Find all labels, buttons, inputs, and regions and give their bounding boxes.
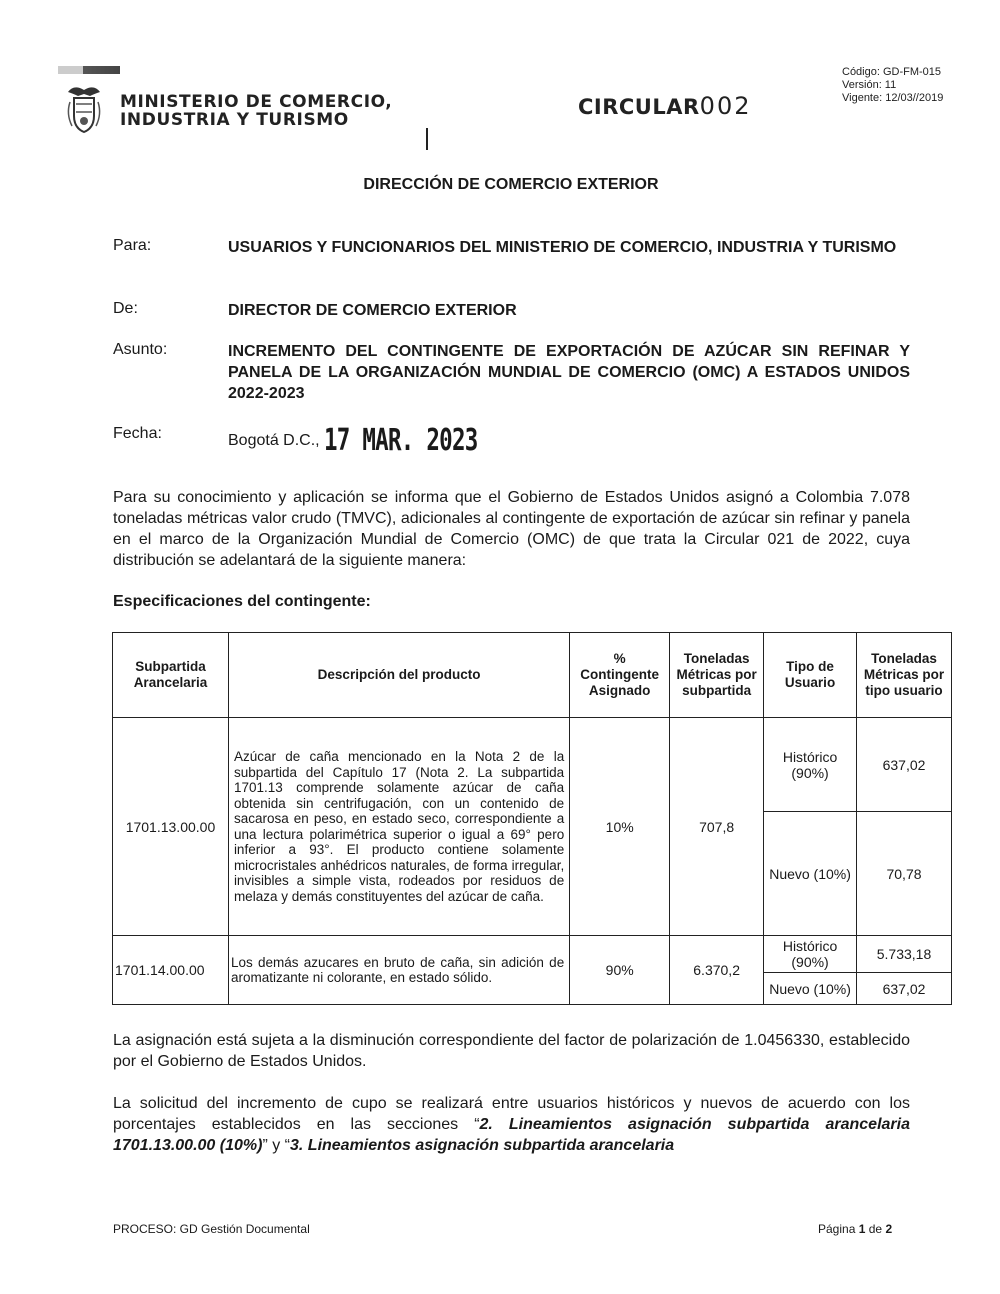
request-text-mid: ” y “ <box>262 1137 290 1154</box>
codigo: Código: GD-FM-015 <box>842 66 942 78</box>
row1-usuario1-toneladas: 637,02 <box>857 718 952 812</box>
row2-subpartida: 1701.14.00.00 <box>113 936 229 1005</box>
table-row <box>113 718 952 812</box>
row2-contingente: 90% <box>570 936 670 1005</box>
asunto-label: Asunto: <box>113 341 168 358</box>
version: Versión: 11 <box>842 79 897 91</box>
header-tipo-usuario: Tipo de Usuario <box>764 633 857 718</box>
ministry-line-1: MINISTERIO DE COMERCIO, <box>120 92 393 112</box>
footer-process: PROCESO: GD Gestión Documental <box>113 1222 310 1236</box>
ministry-line-2: INDUSTRIA Y TURISMO <box>120 110 349 130</box>
polarization-paragraph: La asignación está sujeta a la disminución correspondiente del factor de polarización de 1.0456330, establecido por el Gobierno de Estados Unidos. <box>113 1032 910 1070</box>
ministry-name <box>120 93 392 129</box>
divider-mark <box>426 128 428 150</box>
intro-paragraph: Para su conocimiento y aplicación se informa que el Gobierno de Estados Unidos asignó a Colombia 7.078 toneladas métricas valor crudo (TMVC), adicionales al contingente de exportación de azúcar sin refinar y panela en el marco de la Organización Mundial de Comercio (OMC) de que trata la Circular 021 de 2022, cuya distribución se adelantará de la siguiente manera: <box>113 489 910 569</box>
page-total: 2 <box>885 1222 893 1236</box>
para-label: Para: <box>113 237 152 254</box>
header-descripcion: Descripción del producto <box>228 633 569 718</box>
row2-usuario1-tipo: Histórico (90%) <box>764 936 857 973</box>
table-header-row <box>113 633 952 718</box>
row1-descripcion: Azúcar de caña mencionado en la Nota 2 de la subpartida del Capítulo 17 (Nota 2. La subpartida 1701.13 comprende solamente azúcar de caña obtenida sin centrifugación, con un contenido de sacarosa en peso, en estado seco, correspondiente a una lectura polarimétrica superior o igual a 69° pero inferior a 93°. El producto contiene solamente microcristales anhédricos naturales, de forma irregular, invisibles a simple vista, rodeados por residuos de melaza y demás constituyentes del azúcar de caña. <box>228 718 569 936</box>
header-toneladas-usuario: Toneladas Métricas por tipo usuario <box>857 633 952 718</box>
row1-subpartida: 1701.13.00.00 <box>113 718 229 936</box>
date-stamp: 17 MAR. 2023 <box>324 423 478 458</box>
request-ref-section-2: 2. Lineamientos asignación subpartida arancelaria 1701.13.00.00 (10%) <box>113 1116 910 1154</box>
fecha-place: Bogotá D.C., <box>228 432 320 449</box>
fecha-label: Fecha: <box>113 425 162 442</box>
document-control-info <box>842 66 943 105</box>
coat-of-arms-icon <box>64 84 104 136</box>
row1-usuario2-toneladas: 70,78 <box>857 812 952 936</box>
para-value: USUARIOS Y FUNCIONARIOS DEL MINISTERIO DE COMERCIO, INDUSTRIA Y TURISMO <box>228 239 897 256</box>
de-value: DIRECTOR DE COMERCIO EXTERIOR <box>228 302 517 319</box>
de-label: De: <box>113 300 138 317</box>
row1-usuario2-tipo: Nuevo (10%) <box>764 812 857 936</box>
request-ref-section-3: 3. Lineamientos asignación subpartida arancelaria <box>290 1137 675 1154</box>
row2-usuario1-toneladas: 5.733,18 <box>857 936 952 973</box>
row1-contingente: 10% <box>570 718 670 936</box>
circular-title <box>578 92 751 120</box>
header-subpartida: Subpartida Arancelaria <box>113 633 229 718</box>
row2-toneladas: 6.370,2 <box>670 936 764 1005</box>
fecha-value <box>228 418 529 458</box>
scan-artifact <box>58 66 120 74</box>
row2-usuario2-tipo: Nuevo (10%) <box>764 973 857 1005</box>
contingent-table <box>112 632 952 1005</box>
header-toneladas-subpartida: Toneladas Métricas por subpartida <box>670 633 764 718</box>
row1-usuario1-tipo: Histórico (90%) <box>764 718 857 812</box>
row2-descripcion: Los demás azucares en bruto de caña, sin adición de aromatizante ni colorante, en estado sólido. <box>228 936 569 1005</box>
header-contingente: % Contingente Asignado <box>570 633 670 718</box>
page-label: Página <box>818 1222 856 1236</box>
page-current: 1 <box>858 1222 866 1236</box>
row2-usuario2-toneladas: 637,02 <box>857 973 952 1005</box>
asunto-value: INCREMENTO DEL CONTINGENTE DE EXPORTACIÓN DE AZÚCAR SIN REFINAR Y PANELA DE LA ORGANIZACIÓN MUNDIAL DE COMERCIO (OMC) A ESTADOS UNIDOS 2022-2023 <box>228 343 910 402</box>
row1-toneladas: 707,8 <box>670 718 764 936</box>
table-row <box>113 936 952 973</box>
section-title: DIRECCIÓN DE COMERCIO EXTERIOR <box>363 176 659 193</box>
page-of: de <box>868 1222 883 1236</box>
vigente: Vigente: 12/03//2019 <box>842 92 944 104</box>
spec-title: Especificaciones del contingente: <box>113 593 371 610</box>
request-text-start: La solicitud del incremento de cupo se realizará entre usuarios históricos y nuevos de acuerdo con los porcentajes establecidos en las secciones “ <box>113 1095 910 1133</box>
footer-page-number <box>818 1222 892 1236</box>
circular-number: 002 <box>699 92 752 120</box>
circular-label: CIRCULAR <box>578 95 700 119</box>
request-paragraph <box>113 1093 910 1156</box>
